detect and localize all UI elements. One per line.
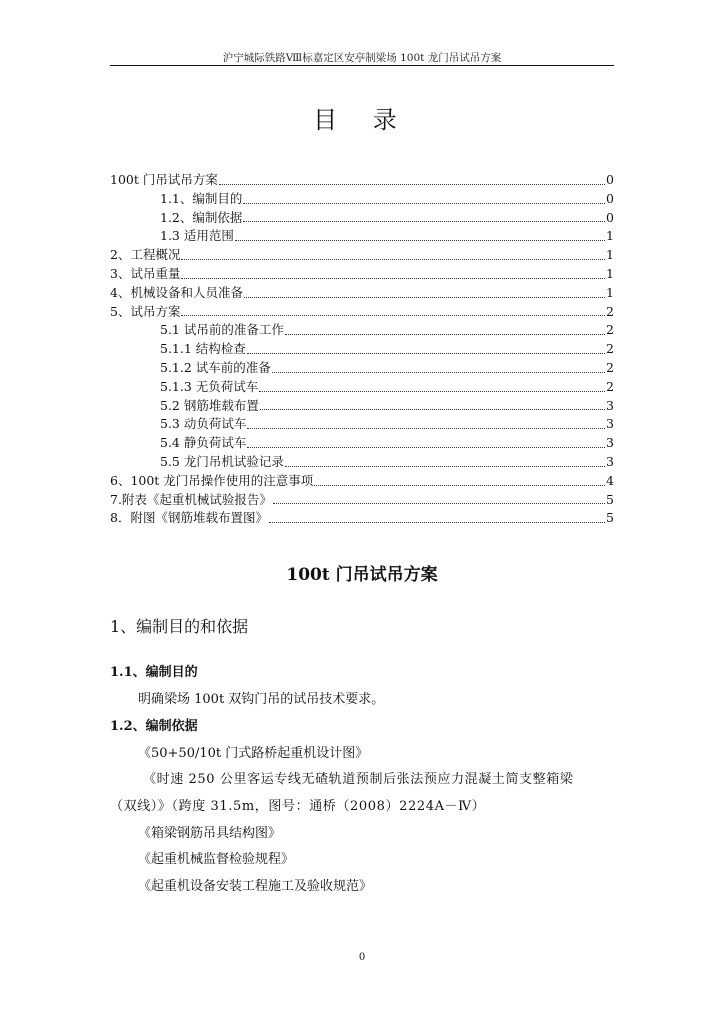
toc-entry-label: 1.1、编制目的 bbox=[160, 190, 243, 206]
toc-entry[interactable] bbox=[110, 397, 614, 416]
purpose-text: 明确梁场 100t 双钩门吊的试吊技术要求。 bbox=[138, 692, 385, 707]
toc-leader-dots bbox=[273, 503, 605, 504]
toc-entry-page: 5 bbox=[606, 510, 614, 526]
document-title: 100t 门吊试吊方案 bbox=[286, 565, 438, 585]
toc-leader-dots bbox=[247, 428, 605, 429]
reference-item: 《50+50/10t 门式路桥起重机设计图》 bbox=[138, 746, 369, 761]
toc-entry-page: 1 bbox=[606, 228, 614, 244]
toc-entry-page: 0 bbox=[606, 209, 614, 225]
toc-leader-dots bbox=[243, 221, 605, 222]
toc-leader-dots bbox=[244, 297, 605, 298]
toc-entry-page: 2 bbox=[606, 378, 614, 394]
toc-entry[interactable] bbox=[110, 246, 614, 265]
toc-entry-label: 100t 门吊试吊方案 bbox=[110, 172, 218, 187]
toc-leader-dots bbox=[235, 240, 605, 241]
toc-entry-page: 0 bbox=[606, 190, 614, 206]
toc-entry[interactable] bbox=[110, 284, 614, 303]
toc-entry-label: 3、试吊重量 bbox=[110, 265, 181, 281]
toc-entry[interactable] bbox=[110, 378, 614, 397]
toc-entry-label: 5.1 试吊前的准备工作 bbox=[160, 322, 284, 338]
subsection-heading-1-1: 1.1、编制目的 bbox=[110, 665, 198, 680]
running-header: 沪宁城际铁路Ⅷ标嘉定区安亭制梁场 100t 龙门吊试吊方案 bbox=[222, 52, 502, 64]
toc-leader-dots bbox=[181, 278, 605, 279]
toc-entry-page: 2 bbox=[606, 359, 614, 375]
toc-entry[interactable] bbox=[110, 209, 614, 228]
toc-entry[interactable] bbox=[110, 340, 614, 359]
toc-leader-dots bbox=[285, 334, 605, 335]
reference-item-continuation: （双线）》（跨度 31.5m，图号：通桥（2008）2224A－Ⅳ） bbox=[110, 799, 486, 814]
toc-entry-page: 2 bbox=[606, 341, 614, 357]
toc-entry-label: 5.2 钢筋堆载布置 bbox=[160, 397, 259, 413]
toc-title: 目 录 bbox=[313, 106, 411, 134]
toc-entry-label: 8．附图《钢筋堆载布置图》 bbox=[110, 510, 268, 526]
toc-leader-dots bbox=[259, 391, 605, 392]
toc-entry[interactable] bbox=[110, 227, 614, 246]
toc-entry[interactable] bbox=[110, 265, 614, 284]
toc-leader-dots bbox=[260, 409, 605, 410]
toc-entry-page: 1 bbox=[606, 247, 614, 263]
toc-entry[interactable] bbox=[110, 321, 614, 340]
toc-entry-label: 5.3 动负荷试车 bbox=[160, 416, 247, 432]
toc-entry-label: 4、机械设备和人员准备 bbox=[110, 284, 243, 300]
reference-item: 《起重机械监督检验规程》 bbox=[138, 852, 295, 867]
toc-entry[interactable] bbox=[110, 415, 614, 434]
toc-leader-dots bbox=[314, 485, 605, 486]
toc-entry-page: 1 bbox=[606, 284, 614, 300]
toc-leader-dots bbox=[247, 447, 605, 448]
toc-entry[interactable] bbox=[110, 359, 614, 378]
reference-item: 《时速 250 公里客运专线无碴轨道预制后张法预应力混凝土简支整箱梁 bbox=[143, 772, 574, 787]
reference-item: 《箱梁钢筋吊具结构图》 bbox=[138, 826, 282, 841]
toc-entry-label: 7.附表《起重机械试验报告》 bbox=[110, 491, 272, 507]
toc-entry[interactable] bbox=[110, 472, 614, 491]
toc-entry-label: 6、100t 龙门吊操作使用的注意事项 bbox=[110, 472, 314, 488]
toc-entry[interactable] bbox=[110, 453, 614, 472]
toc-entry-page: 3 bbox=[606, 416, 614, 432]
toc-entry[interactable] bbox=[110, 509, 614, 528]
toc-entry-label: 2、工程概况 bbox=[110, 247, 181, 263]
reference-item: 《起重机设备安装工程施工及验收规范》 bbox=[138, 879, 373, 894]
toc-entry-label: 5.4 静负荷试车 bbox=[160, 435, 247, 451]
toc-entry-label: 5.1.3 无负荷试车 bbox=[160, 378, 259, 394]
toc-entry[interactable] bbox=[110, 190, 614, 209]
section-heading-1: 1、编制目的和依据 bbox=[110, 617, 249, 636]
toc-entry[interactable] bbox=[110, 303, 614, 322]
toc-leader-dots bbox=[247, 353, 605, 354]
toc-entry[interactable] bbox=[110, 434, 614, 453]
toc-entry-page: 3 bbox=[606, 435, 614, 451]
toc-entry-label: 1.2、编制依据 bbox=[160, 209, 243, 225]
toc-leader-dots bbox=[272, 372, 605, 373]
toc-entry[interactable] bbox=[110, 171, 614, 190]
toc-entry-page: 2 bbox=[606, 303, 614, 319]
toc-leader-dots bbox=[269, 522, 605, 523]
toc-entry-label: 5.1.2 试车前的准备 bbox=[160, 359, 271, 375]
header-rule bbox=[110, 65, 614, 66]
subsection-heading-1-2: 1.2、编制依据 bbox=[110, 719, 198, 734]
toc-leader-dots bbox=[181, 315, 605, 316]
toc-entry-page: 5 bbox=[606, 491, 614, 507]
toc-entry-label: 5、试吊方案 bbox=[110, 303, 181, 319]
toc-leader-dots bbox=[219, 184, 605, 185]
toc-leader-dots bbox=[243, 203, 605, 204]
toc-entry-label: 5.1.1 结构检查 bbox=[160, 341, 246, 357]
toc-entry-page: 3 bbox=[606, 453, 614, 469]
toc-entry-page: 2 bbox=[606, 322, 614, 338]
toc-entry-page: 3 bbox=[606, 397, 614, 413]
page-number: 0 bbox=[358, 952, 366, 963]
toc-entry-page: 0 bbox=[606, 172, 614, 187]
toc-entry-label: 5.5 龙门吊机试验记录 bbox=[160, 453, 284, 469]
toc-entry-page: 4 bbox=[606, 472, 614, 488]
toc-entry[interactable] bbox=[110, 491, 614, 510]
toc-leader-dots bbox=[285, 466, 605, 467]
table-of-contents bbox=[110, 171, 614, 528]
toc-entry-page: 1 bbox=[606, 265, 614, 281]
toc-leader-dots bbox=[181, 259, 605, 260]
toc-entry-label: 1.3 适用范围 bbox=[160, 228, 234, 244]
